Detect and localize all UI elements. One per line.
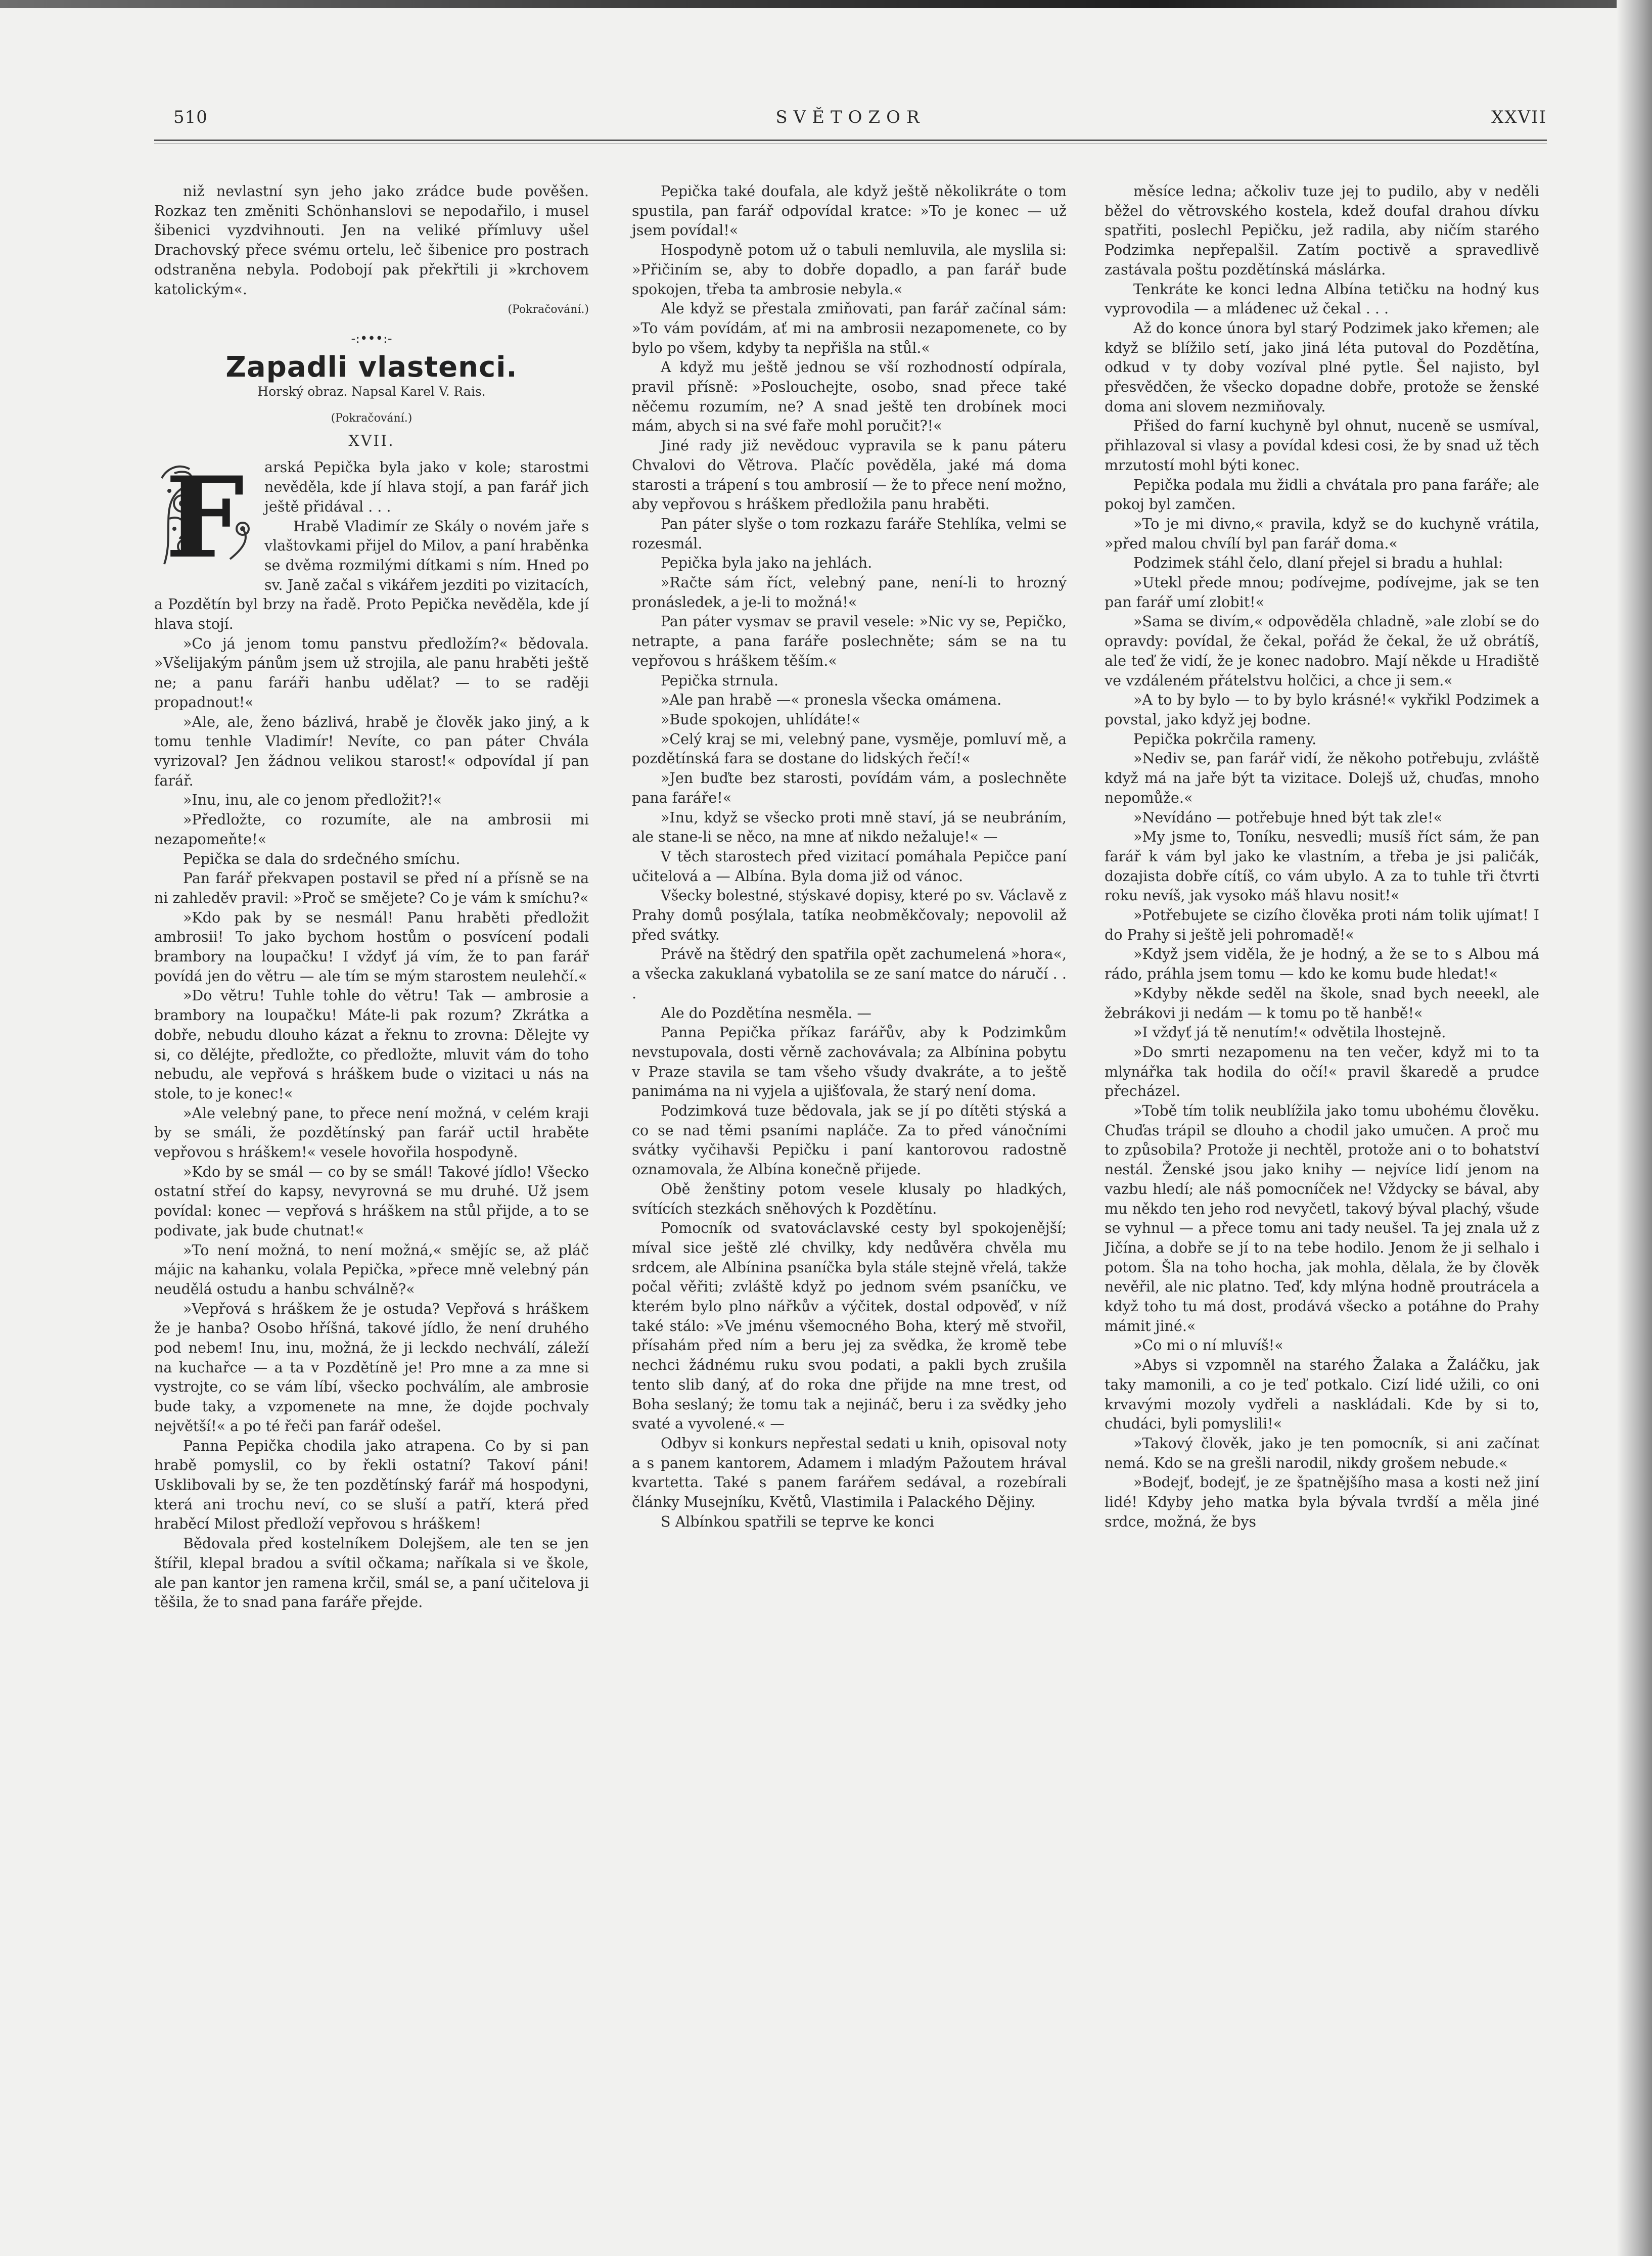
paragraph: Odbyv si konkurs nepřestal sedati u knih, opisoval noty a s panem kantorem, Adamem i mladým Pažoutem hrával kvartetta. Také s panem farářem sedával, a rozebírali články Musejníku, Květů, Vlastimila i Palackého Dějiny. xyxy=(632,1435,1067,1511)
story-byline: Horský obraz. Napsal Karel V. Rais. xyxy=(257,384,486,399)
column-middle xyxy=(632,182,1067,1532)
paragraph: Hospodyně potom už o tabuli nemluvila, ale myslila si: »Přičiním se, aby to dobře dopadlo, a pan farář bude spokojen, třeba ta ambrosie nebyla.« xyxy=(632,242,1067,298)
paragraph: »Nediv se, pan farář vidí, že někoho potřebuju, zvláště když má na jaře být ta vizitace. Dolejš už, chuďas, mnoho nepomůže.« xyxy=(1105,750,1539,806)
paragraph: »Ale velebný pane, to přece není možná, v celém kraji by se smáli, že pozdětínský pan farář uctil hraběte vepřovou s hráškem!« vesele hovořila hospodyně. xyxy=(154,1104,589,1161)
paragraph: arská Pepička byla jako v kole; starostmi nevěděla, kde jí hlava stojí, a pan farář jich ještě přidával . . . xyxy=(264,459,589,515)
paragraph: Pepička také doufala, ale když ještě několikráte o tom spustila, pan farář odpovídal kratce: »To je konec — už jsem povídal!« xyxy=(632,183,1067,239)
paragraph: Obě ženštiny potom vesele klusaly po hladkých, svítících stezkách sněhových k Pozdětínu. xyxy=(632,1180,1067,1217)
paragraph: »Račte sám říct, velebný pane, není-li to hrozný pronásledek, a je-li to možná!« xyxy=(632,574,1067,611)
paragraph: Pepička pokrčila rameny. xyxy=(1133,730,1317,748)
paragraph: »Kdyby někde seděl na škole, snad bych neeekl, ale žebrákovi ji nedám — k tomu po tě hanbě!« xyxy=(1105,985,1539,1022)
paragraph: Přišed do farní kuchyně byl ohnut, nuceně se usmíval, přihlazoval si vlasy a povídal kdesi cosi, že by snad už těch mrzutostí mohl býti konec. xyxy=(1105,418,1539,474)
paragraph: »Kdo by se smál — co by se smál! Takové jídlo! Všecko ostatní střeí do kapsy, nevyrovná se mu druhé. Už jsem povídal: konec — vepřová s hráškem na stůl přijde, a to se podivate, jak bude chutnat!« xyxy=(154,1163,589,1239)
paragraph: »Jen buďte bez starosti, povídám vám, a poslechněte pana faráře!« xyxy=(632,770,1067,806)
story-title: Zapadli vlastenci. xyxy=(225,350,518,384)
paragraph: »To je mi divno,« pravila, když se do kuchyně vrátila, »před malou chvílí byl pan farář doma.« xyxy=(1105,515,1539,552)
paragraph: Tenkráte ke konci ledna Albína tetičku na hodný kus vyprovodila — a mládenec už čekal . . . xyxy=(1105,281,1539,317)
ornamental-initial xyxy=(154,452,255,583)
paragraph: »Předložte, co rozumíte, ale na ambrosii mi nezapomeňte!« xyxy=(154,811,589,848)
paragraph: »Když jsem viděla, že je hodný, a že se to s Albou má rádo, práhla jsem tomu — kdo ke komu bude hledat!« xyxy=(1105,946,1539,983)
paragraph: Právě na štědrý den spatřila opět zachumelená »hora«, a všecka zakuklaná vybatolila se ze saní matce do náručí . . . xyxy=(632,946,1067,1002)
paragraph: »Vepřová s hráškem že je ostuda? Vepřová s hráškem že je hanba? Osobo hříšná, takové jídlo, že není druhého pod nebem! Inu, inu, možná, že ji leckdo nechválí, záleží na kuchařce — a ta v Pozdětíně je! Pro mne a za mne si vystrojte, co se vám líbí, všecko pochválím, ale ambrosie bude taky, a vzpomenete na mne, že dojde pochvaly největší!« a po té řeči pan farář odešel. xyxy=(154,1300,589,1435)
running-title: SVĚTOZOR xyxy=(775,107,926,127)
paragraph: Všecky bolestné, stýskavé dopisy, které po sv. Václavě z Prahy domů posýlala, tatíka neobměkčovaly; nepovolil až před svátky. xyxy=(632,887,1067,943)
paragraph: »Bodejť, bodejť, je ze špatnějšího masa a kosti než jiní lidé! Kdyby jeho matka byla bývala tvrdší a měla jiné srdce, možná, že bys xyxy=(1105,1474,1539,1530)
paragraph: »Kdo pak by se nesmál! Panu hraběti předložit ambrosii! To jako bychom hostům o posvícení podali brambory na loupačku! I vždyť já vím, že to pan farář povídá jen do větru — ale tím se mým starostem neulehčí.« xyxy=(154,909,589,985)
paragraph: »Tobě tím tolik neublížila jako tomu ubohému člověku. Chuďas trápil se dlouho a chodil jako umučen. A proč mu to způsobila? Protože ji nechtěl, protože ani o to bohatství nestál. Ženské jsou jako knihy — nejvíce lidí jenom na vazbu hledí; ale náš pomocníček ne! Vždycky se bával, aby mu někdo ten jeho rod nevyčetl, takový býval plachý, všude se vyhnul — a přece tomu ani tady neušel. Ta jej znala už z Jičína, a dobře se jí to na tebe hodilo. Jenom že ji selhalo i potom. Šla na toho hocha, jak mohla, dělala, že by člověk nevěřil, ale nic platno. Teď, kdy mlýna hodně proutrácela a když toho tu má dost, prodává všecko a potáhne do Prahy mámit jiné.« xyxy=(1105,1102,1539,1334)
paragraph: Pan páter slyše o tom rozkazu faráře Stehlíka, velmi se rozesmál. xyxy=(632,515,1067,552)
paragraph: Pan farář překvapen postavil se před ní a přísně se na ni zahleděv pravil: »Proč se smějete? Co je vám k smíchu?« xyxy=(154,870,589,906)
paragraph: »Ale, ale, ženo bázlivá, hrabě je člověk jako jiný, a k tomu tenhle Vladimír! Nevíte, co pan páter Chvála vyrizoval? Jen žádnou velikou starost!« odpovídal jí pan farář. xyxy=(154,713,589,789)
paragraph: »Abys si vzpomněl na starého Žalaka a Žaláčku, jak taky mamonili, a co je teď potkalo. Cizí lidé užili, co oni krvavými mozoly vydřeli a naskládali. Kde by si to, chudáci, byli pomyslili!« xyxy=(1105,1357,1539,1433)
continuation-note: (Pokračování.) xyxy=(508,303,589,316)
paragraph: niž nevlastní syn jeho jako zrádce bude pověšen. Rozkaz ten změniti Schönhanslovi se nepodařilo, i musel šibenici vyzdvihnouti. Jen na veliké přímluvy ušel Drachovský přece svému ortelu, leč šibenice pro postrach odstraněna nebyla. Podobojí pak překřtili ji »krchovem katolickým«. xyxy=(154,183,589,298)
paragraph: »Co já jenom tomu panstvu předložím?« bědovala. »Všelijakým pánům jsem už strojila, ale panu hraběti ještě ne; a panu faráři hanbu udělat? — to se raději propadnout!« xyxy=(154,635,589,711)
paragraph: »Bude spokojen, uhlídáte!« xyxy=(661,711,860,728)
section-ornament: -:•••:- xyxy=(351,331,392,346)
paragraph: »Do větru! Tuhle tohle do větru! Tak — ambrosie a brambory na loupačku! Máte-li pak rozum? Zkrátka a dobře, nebudu dlouho kázat a řeknu to zrovna: Dělejte vy si, co děléjte, předložte, co předložte, mluvit vám do toho nebudu, ale vepřová s hráškem bude o vizitaci u nás na stole, to je konec!« xyxy=(154,987,589,1102)
paragraph: »I vždyť já tě nenutím!« odvětila lhostejně. xyxy=(1133,1024,1446,1041)
paragraph: Pepička byla jako na jehlách. xyxy=(661,555,873,572)
paragraph: »A to by bylo — to by bylo krásné!« vykřikl Podzimek a povstal, jako když jej bodne. xyxy=(1105,692,1539,728)
paragraph: »Inu, inu, ale co jenom předložit?!« xyxy=(183,792,442,809)
paragraph: Pepička strnula. xyxy=(661,672,778,689)
paragraph: »Inu, když se všecko proti mně staví, já se neubráním, ale stane-li se něco, na mne ať nikdo nežaluje!« — xyxy=(632,809,1067,846)
paragraph: Panna Pepička příkaz farářův, aby k Podzimkům nevstupovala, dosti věrně zachovávala; za Albínina pobytu v Praze stavila se tam všeho všudy dvakráte, a to ještě panimáma na ni vyjela a ujišťovala, že starý není doma. xyxy=(632,1024,1067,1100)
page-header xyxy=(154,107,1547,137)
paragraph: S Albínkou spatřili se teprve ke konci xyxy=(661,1513,934,1530)
paragraph: měsíce ledna; ačkoliv tuze jej to pudilo, aby v neděli běžel do větrovského kostela, kdež doufal drahou dívku spatřiti, poslechl Pepičku, jež radila, aby ničím starého Podzimka nepřepalšil. Zatím poctivě a spravedlivě zastávala poštu pozdětínská máslárka. xyxy=(1105,183,1539,278)
paragraph: »To není možná, to není možná,« smějíc se, až pláč májic na kahanku, volala Pepička, »přece mně velebný pán neudělá ostudu a hanbu schválně?« xyxy=(154,1241,589,1298)
dropcap-letter: F xyxy=(165,452,245,583)
scan-edge-top xyxy=(0,0,1652,8)
paragraph: »Do smrti nezapomenu na ten večer, když mi to ta mlynářka tak hodila do očí!« pravil škaredě a prudce přecházel. xyxy=(1105,1043,1539,1100)
chapter-heading: XVII. xyxy=(348,432,395,450)
paragraph: »Sama se divím,« odpověděla chladně, »ale zlobí se do opravdy: povídal, že čekal, pořád že čekal, že už obrátíš, ale teď že vidí, že je konec nadobro. Mají někde u Hradiště ve vzdáleném přátelstvu holčici, a chce ji sem.« xyxy=(1105,613,1539,689)
paragraph: Podzimek stáhl čelo, dlaní přejel si bradu a huhlal: xyxy=(1133,555,1503,572)
paragraph: Ale do Pozdětína nesměla. — xyxy=(661,1004,871,1022)
paragraph: »Celý kraj se mi, velebný pane, vysměje, pomluví mě, a pozdětínská fara se dostane do lidských řečí!« xyxy=(632,730,1067,767)
paragraph: Až do konce února byl starý Podzimek jako křemen; ale když se blížilo setí, jako jiná léta putoval do Pozdětína, odkud v ty doby vozíval plné pytle. Šel najisto, byl přesvědčen, že všecko dopadne dobře, protože se ženské doma ani slovem nezmiňovaly. xyxy=(1105,319,1539,415)
paragraph: A když mu ještě jednou se vší rozhodností odpírala, pravil přísně: »Poslouchejte, osobo, snad přece také něčemu rozumím, ne? A snad ještě ten drobínek moci mám, abych si na své faře mohl poručit?!« xyxy=(632,359,1067,435)
page-number: 510 xyxy=(173,107,208,127)
paragraph: Ale když se přestala zmiňovati, pan farář začínal sám: »To vám povídám, ať mi na ambrosii nezapomenete, co by bylo po všem, kdyby ta nepřišla na stůl.« xyxy=(632,300,1067,356)
paragraph: »Co mi o ní mluvíš!« xyxy=(1133,1337,1283,1354)
paragraph: Pepička podala mu židli a chvátala pro pana faráře; ale pokoj byl zamčen. xyxy=(1105,476,1539,513)
paragraph: Pan páter vysmav se pravil vesele: »Nic vy se, Pepičko, netrapte, a pana faráře poslechněte; sám se na tu vepřovou s hráškem těším.« xyxy=(632,613,1067,669)
paragraph: V těch starostech před vizitací pomáhala Pepičce paní učitelová a — Albína. Byla doma již od vánoc. xyxy=(632,848,1067,885)
paragraph: »Utekl přede mnou; podívejme, podívejme, jak se ten pan farář umí zlobit!« xyxy=(1105,574,1539,611)
paragraph: Pepička se dala do srdečného smíchu. xyxy=(183,850,461,867)
paragraph: Jiné rady již nevědouc vypravila se k panu páteru Chvalovi do Větrova. Plačíc pověděla, jaké má doma starosti a trápení s tou ambrosií — že to přece není možno, aby vepřovou s hráškem předložila panu hraběti. xyxy=(632,437,1067,513)
paragraph: »Takový člověk, jako je ten pomocník, si ani začínat nemá. Kdo se na grešli narodil, nikdy grošem nebude.« xyxy=(1105,1435,1539,1471)
paragraph: Panna Pepička chodila jako atrapena. Co by si pan hrabě pomyslil, co by řekli ostatní? Takoví páni! Usklibovali by se, že ten pozdětínský farář má hospodyni, která ani trochu neví, co se sluší a patří, která před hraběcí Milost předloží vepřovou s hráškem! xyxy=(154,1437,589,1533)
column-left xyxy=(154,182,589,1613)
paragraph: »Nevídáno — potřebuje hned být tak zle!« xyxy=(1133,809,1442,826)
paragraph: »Potřebujete se cizího člověka proti nám tolik ujímat! I do Prahy si ještě jeli pohromadě!« xyxy=(1105,907,1539,943)
volume-number: XXVII xyxy=(1491,107,1547,127)
paragraph: »My jsme to, Toníku, nesvedli; musíš říct sám, že pan farář k vám byl jako ke vlastním, a třeba je jsi paličák, dozajista dobře cítíš, co vám ubylo. A za to tuhle tři čtvrti roku nevíš, jak vysoko máš hlavu nosit!« xyxy=(1105,828,1539,904)
paragraph: Bědovala před kostelníkem Dolejšem, ale ten se jen štířil, klepal bradou a svítil očkama; naříkala si ve škole, ale pan kantor jen ramena krčil, smál se, a paní učitelova ji těšila, že to snad pana faráře přejde. xyxy=(154,1535,589,1611)
paragraph: Podzimková tuze bědovala, jak se jí po dítěti stýská a co se nad těmi psaními napláče. Za to před vánočními svátky vyčihavši Pepičku i paní kantorovou radostně oznamovala, že Albína konečně přijede. xyxy=(632,1102,1067,1178)
paragraph: Hrabě Vladimír ze Skály o novém jaře s vlaštovkami přijel do Milov, a paní hraběnka se dvěma rozmilými dítkami s ním. Hned po sv. Janě začal s vikářem jezditi po vizitacích, a Pozdětín byl brzy na řadě. Proto Pepička nevěděla, kde jí hlava stojí. xyxy=(154,518,589,633)
paragraph: Pomocník od svatováclavské cesty byl spokojenější; míval sice ještě zlé chvilky, kdy nedůvěra chvěla mu srdcem, ale Albínina psaníčka byla stále stejně vřelá, takže počal věřiti; zvláště když po jednom svém psaníčku, ve kterém bylo plno nářkův a výčitek, dostal odpověď, v níž také stálo: »Ve jménu všemocného Boha, který mě stvořil, přísahám před ním a beru jej za svědka, že kromě tebe nechci žádnému ruku svou podati, a pakli bych zrušila tento slib daný, ať do roka dne přijde na mne trest, od Boha seslaný; že tomu tak a nejináč, beru i za svědky jeho svaté a vyvolené.« — xyxy=(632,1220,1067,1433)
header-rule xyxy=(154,140,1547,141)
paragraph: »Ale pan hrabě —« pronesla všecka omámena. xyxy=(661,692,1002,709)
story-continuation-note: (Pokračování.) xyxy=(331,412,412,425)
scan-edge-right xyxy=(1617,0,1652,2256)
column-right xyxy=(1105,182,1539,1532)
